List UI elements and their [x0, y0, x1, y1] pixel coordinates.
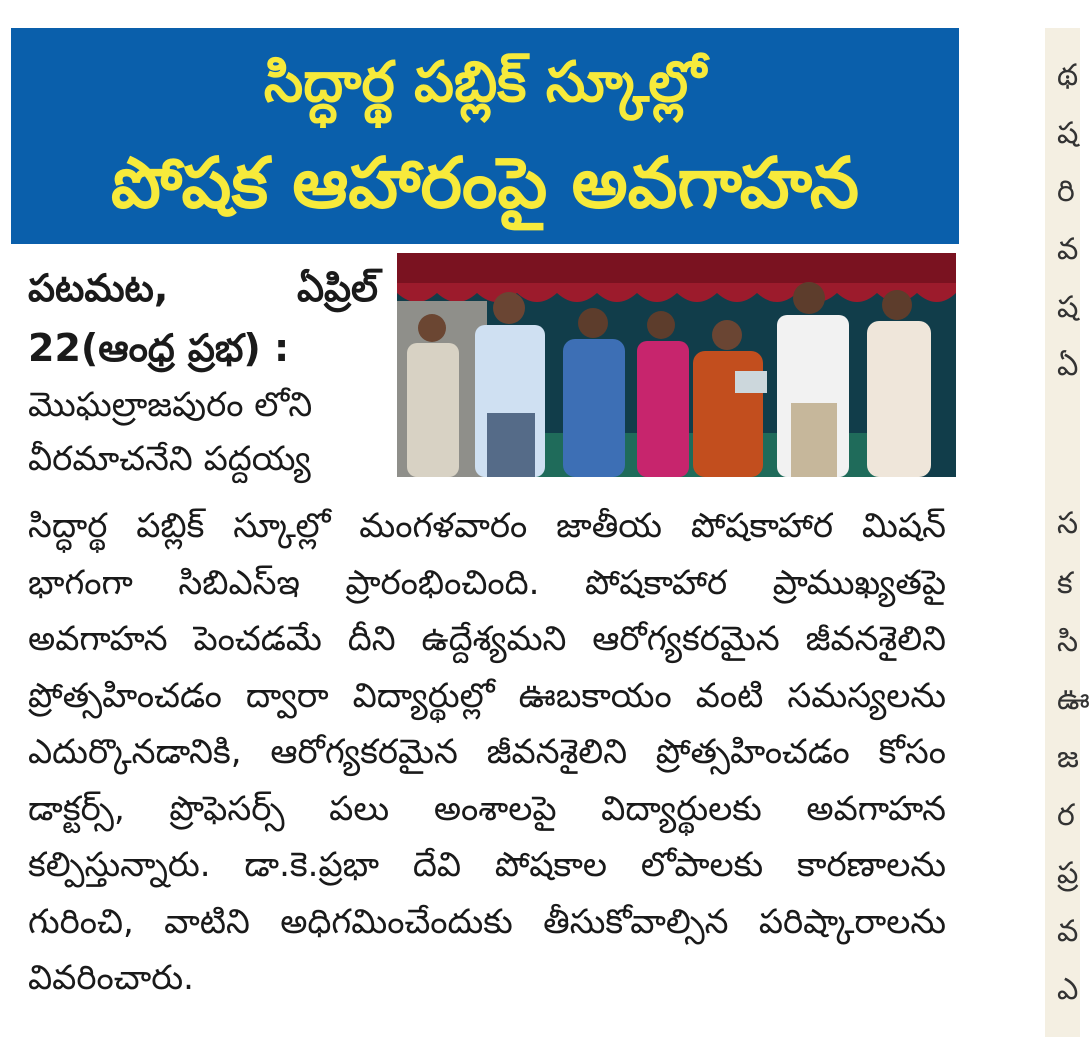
event-photo-image — [397, 253, 956, 477]
side-fragment: సి — [1057, 624, 1079, 659]
article-body: సిద్ధార్థ పబ్లిక్ స్కూల్లో మంగళవారం జాతీయ పోషకాహార మిషన్ భాగంగా సిబిఎస్ఇ ప్రారంభించింది. పోషకాహార ప్రాముఖ్యతపై అవగాహన పెంచడమే దీని ఉద్దేశ్యమని ఆరోగ్యకరమైన జీవనశైలిని ప్రోత్సహించడం ద్వారా విద్యార్థుల్లో ఊబకాయం వంటి సమస్యలను ఎదుర్కొనడానికి, ఆరోగ్యకరమైన జీవనశైలిని ప్రోత్సహించడం కోసం డాక్టర్స్, ప్రొఫెసర్స్ పలు అంశాలపై విద్యార్థులకు అవగాహన కల్పిస్తున్నారు. డా.కె.ప్రభా దేవి పోషకాల లోపాలకు కారణాలను గురించి, వాటిని అధిగమించేందుకు తీసుకోవాల్సిన పరిష్కారాలను వివరించారు. — [28, 506, 946, 998]
adjacent-column-fragment — [1045, 28, 1090, 1037]
side-fragment: ర — [1057, 798, 1075, 833]
side-fragment: ష — [1057, 116, 1079, 151]
side-fragment: థ — [1057, 58, 1079, 93]
event-photo — [397, 253, 956, 477]
headline-banner — [11, 28, 959, 244]
side-fragment: క — [1057, 566, 1073, 601]
side-fragment: ష — [1057, 290, 1079, 325]
headline-line-2: పోషక ఆహారంపై అవగాహన — [110, 142, 860, 224]
side-fragment: వ — [1057, 232, 1079, 267]
lead-text: మొఘల్రాజపురం లోని వీరమాచనేని పద్దయ్య — [28, 385, 313, 479]
headline-line-1: సిద్ధార్థ పబ్లిక్ స్కూల్లో — [263, 50, 707, 115]
side-fragment: రి — [1057, 174, 1075, 209]
side-fragment: ఊ — [1057, 682, 1090, 717]
side-fragment: ఏ — [1057, 348, 1079, 383]
side-fragment: జ — [1057, 740, 1079, 775]
side-fragment: ప్ర — [1057, 856, 1079, 891]
side-fragment: ఎ — [1057, 972, 1079, 1007]
side-fragment: స — [1057, 506, 1079, 541]
side-fragment: వ — [1057, 914, 1079, 949]
dateline: పటమట, ఏప్రిల్ 22(ఆంధ్ర ప్రభ) : — [28, 266, 378, 370]
